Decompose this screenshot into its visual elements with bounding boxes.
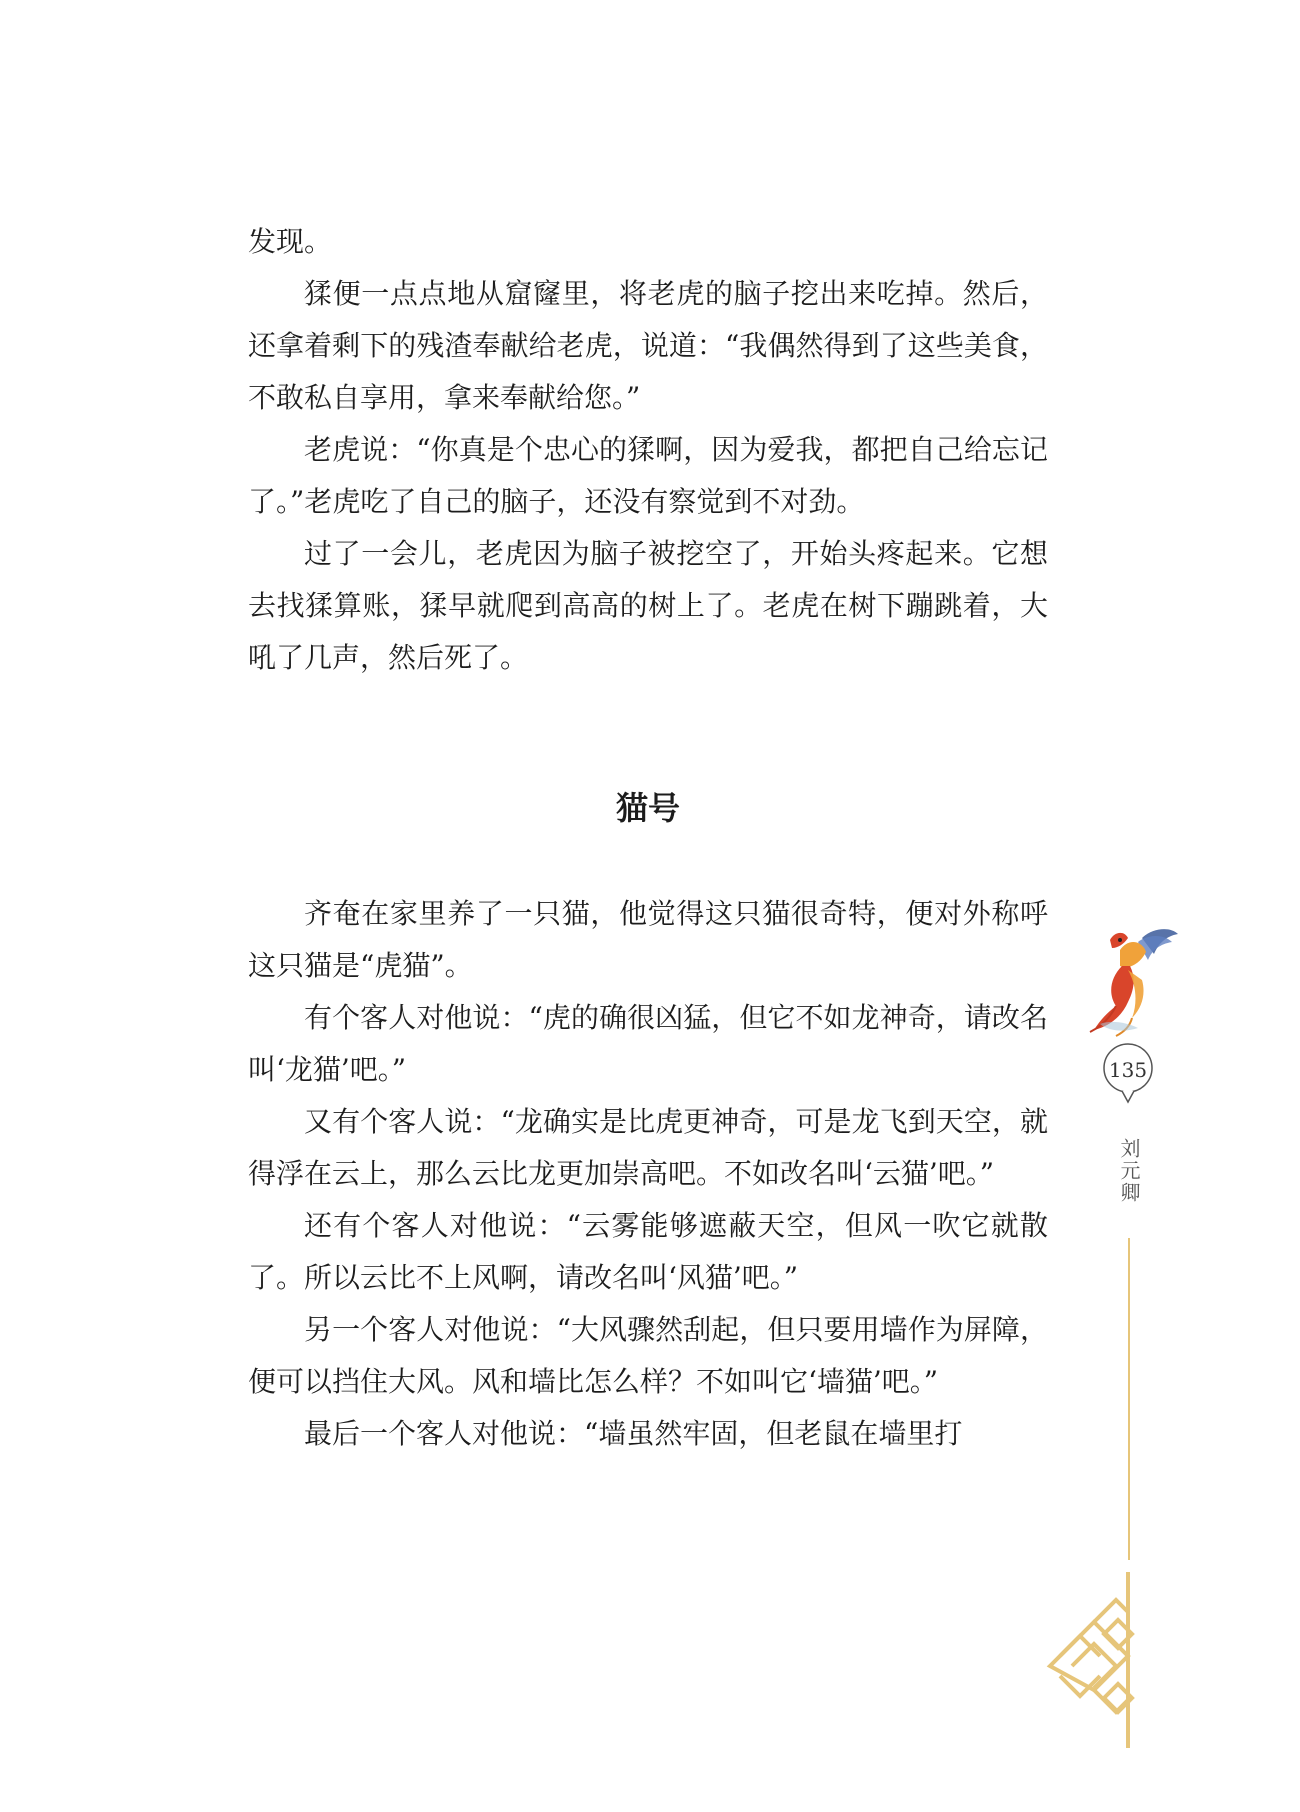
author-name: 刘元卿	[1117, 1138, 1141, 1204]
story-title: 猫号	[615, 789, 680, 827]
body-text-continued	[248, 216, 1048, 684]
paragraph: 最后一个客人对他说：“墙虽然牢固，但老鼠在墙里打	[304, 1417, 963, 1450]
paragraph: 发现。	[248, 225, 333, 258]
body-text-story	[248, 888, 1048, 1460]
paragraph: 猱便一点点地从窟窿里，将老虎的脑子挖出来吃掉。然后，还拿着剩下的残渣奉献给老虎，说道：“我偶然得到了这些美食，不敢私自享用，拿来奉献给您。”	[248, 277, 1048, 414]
page-number: 135	[1108, 1058, 1148, 1082]
paragraph: 又有个客人说：“龙确实是比虎更神奇，可是龙飞到天空，就得浮在云上，那么云比龙更加崇高吧。不如改名叫‘云猫’吧。”	[248, 1105, 1048, 1190]
paragraph: 还有个客人对他说：“云雾能够遮蔽天空，但风一吹它就散了。所以云比不上风啊，请改名叫‘风猫’吧。”	[248, 1209, 1048, 1294]
margin-divider	[1128, 1238, 1130, 1560]
paragraph: 另一个客人对他说：“大风骤然刮起，但只要用墙作为屏障，便可以挡住大风。风和墙比怎么样？不如叫它‘墙猫’吧。”	[248, 1313, 1048, 1398]
paragraph: 过了一会儿，老虎因为脑子被挖空了，开始头疼起来。它想去找猱算账，猱早就爬到高高的树上了。老虎在树下蹦跳着，大吼了几声，然后死了。	[248, 537, 1048, 674]
phoenix-icon	[1080, 920, 1180, 1040]
paragraph: 有个客人对他说：“虎的确很凶猛，但它不如龙神奇，请改名叫‘龙猫’吧。”	[248, 1001, 1048, 1086]
paragraph: 老虎说：“你真是个忠心的猱啊，因为爱我，都把自己给忘记了。”老虎吃了自己的脑子，还没有察觉到不对劲。	[248, 433, 1048, 518]
paragraph: 齐奄在家里养了一只猫，他觉得这只猫很奇特，便对外称呼这只猫是“虎猫”。	[248, 897, 1048, 982]
endless-knot-icon	[1040, 1570, 1160, 1750]
